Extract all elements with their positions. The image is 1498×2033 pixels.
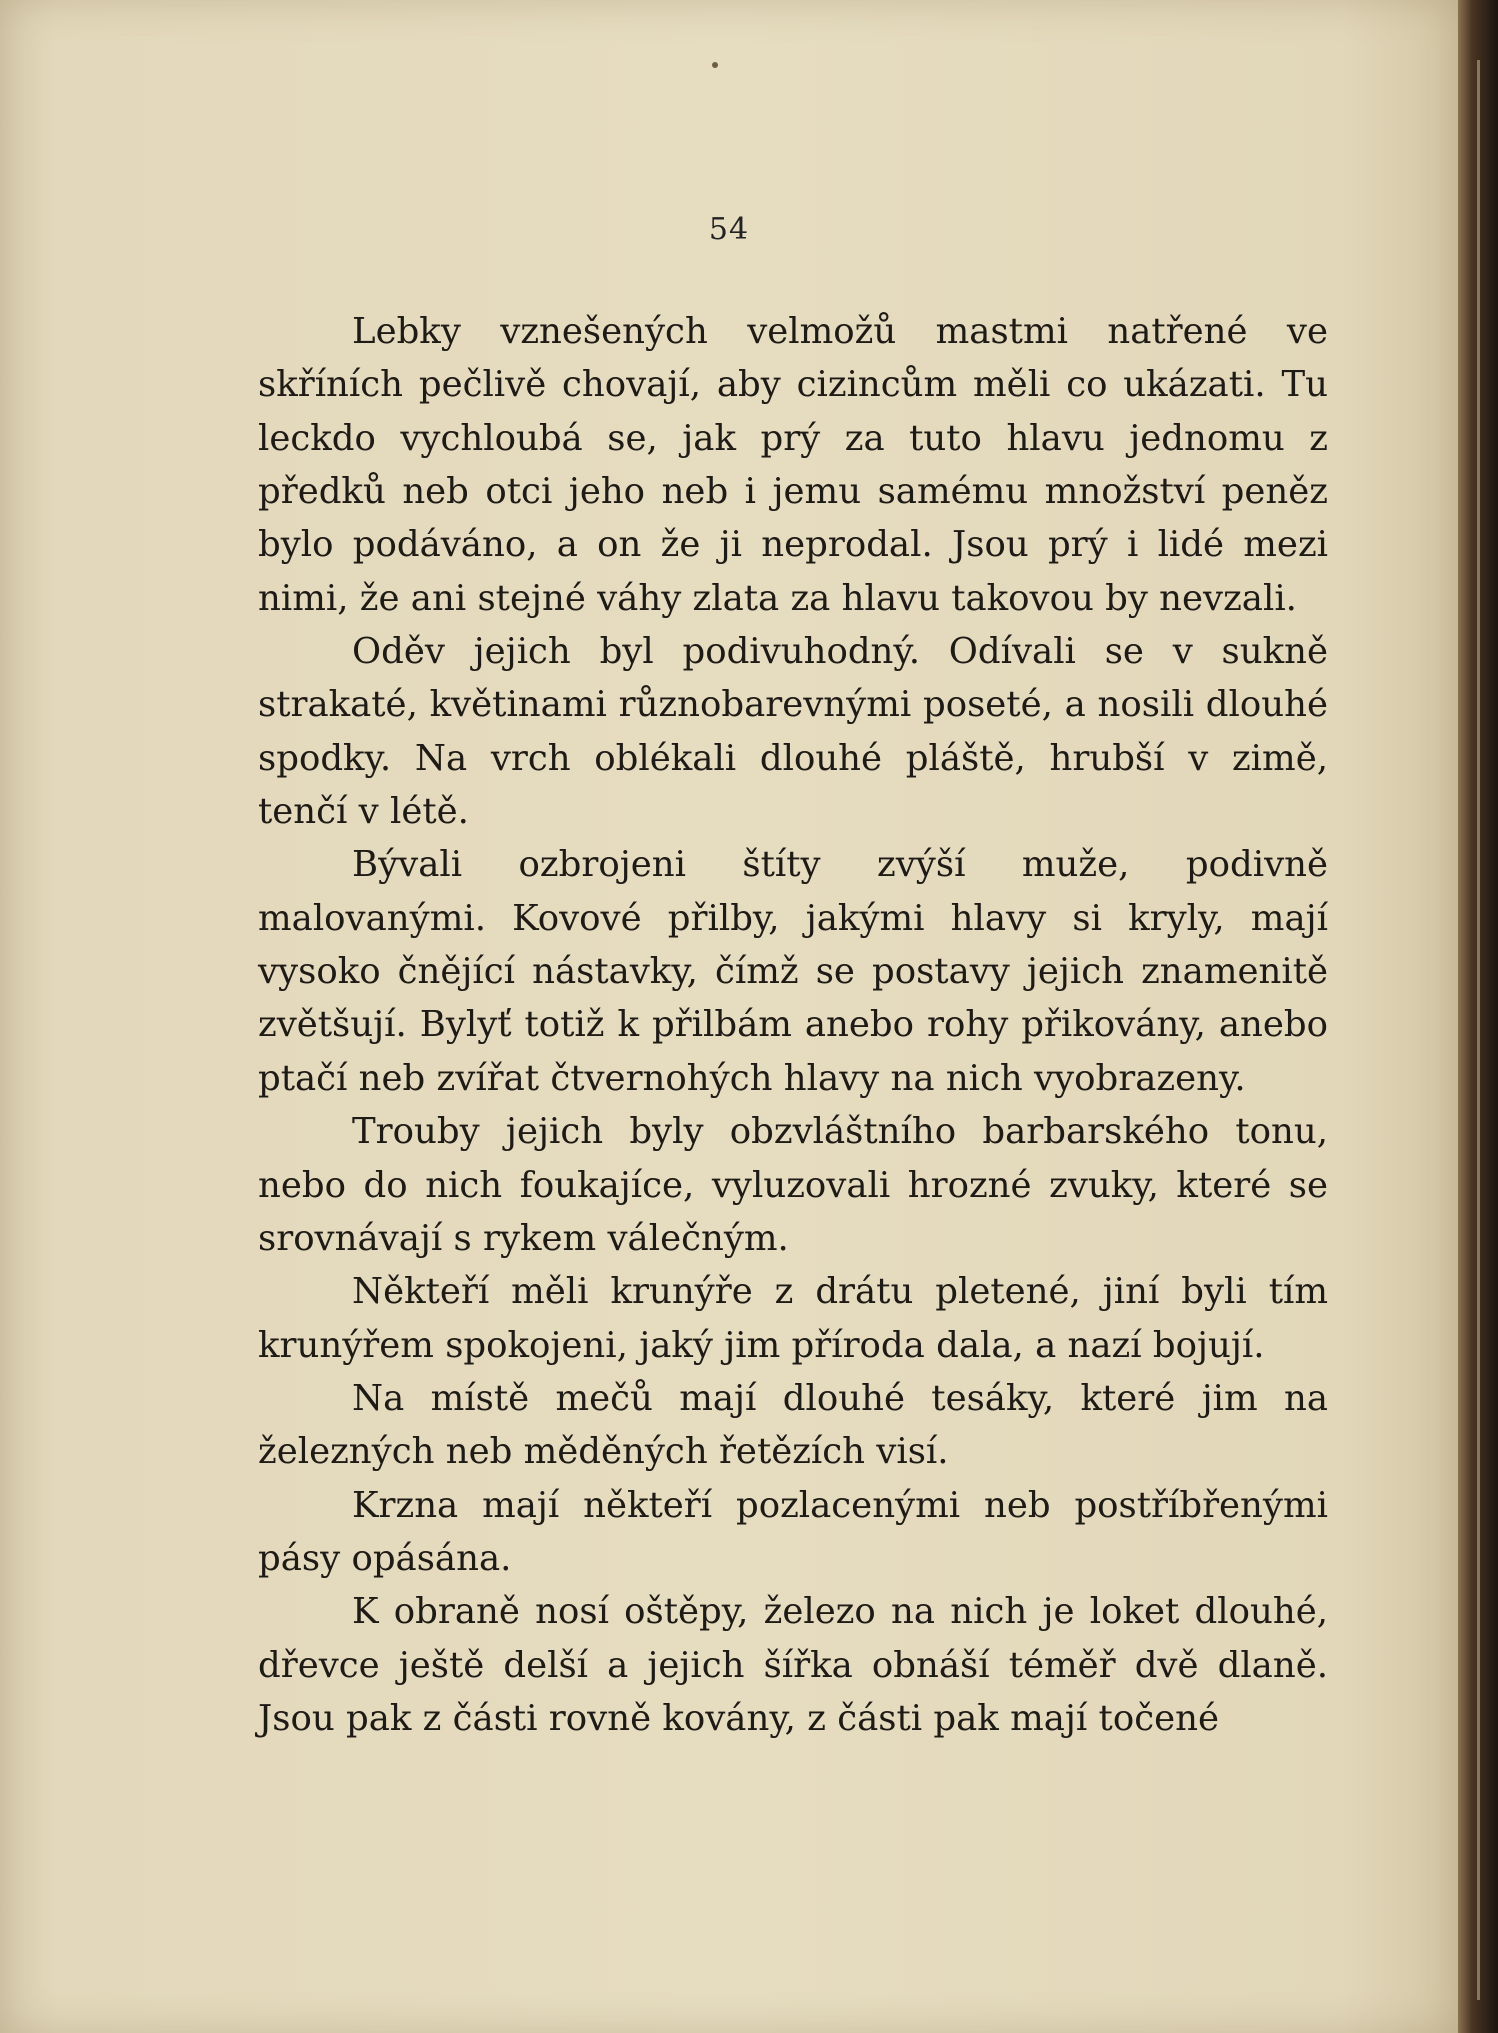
paragraph: Někteří měli krunýře z drátu pletené, jiní byli tím krunýřem spokojeni, jaký jim příroda dala, a nazí bojují. (258, 1271, 1328, 1366)
paragraph: Lebky vznešených velmožů mastmi natřené ve skříních pečlivě chovají, aby cizincům měli co ukázati. Tu leckdo vychloubá se, jak prý za tuto hlavu jednomu z předků neb otci jeho neb i jemu samému množství peněz bylo podáváno, a on že ji neprodal. Jsou prý i lidé mezi nimi, že ani stejné váhy zlata za hlavu takovou by nevzali. (258, 311, 1328, 619)
paragraph: Bývali ozbrojeni štíty zvýší muže, podivně malovanými. Kovové přilby, jakými hlavy si kryly, mají vysoko čnějící nástavky, čímž se postavy jejich znamenitě zvětšují. Bylyť totiž k přilbám anebo rohy přikovány, anebo ptačí neb zvířat čtvernohých hlavy na nich vyobrazeny. (258, 844, 1328, 1099)
paragraph: Oděv jejich byl podivuhodný. Odívali se v sukně strakaté, květinami různobarevnými poseté, a nosili dlouhé spodky. Na vrch oblékali dlouhé pláště, hrubší v zimě, tenčí v létě. (258, 631, 1328, 833)
page-stack-edge (1477, 60, 1480, 2000)
page-text (258, 305, 1328, 1745)
paragraph: Trouby jejich byly obzvláštního barbarského tonu, nebo do nich foukajíce, vyluzovali hrozné zvuky, které se srovnávají s rykem válečným. (258, 1111, 1328, 1259)
paragraph: K obraně nosí oštěpy, železo na nich je loket dlouhé, dřevce ještě delší a jejich šířka obnáší téměř dvě dlaně. Jsou pak z části rovně kovány, z části pak mají točené (258, 1591, 1328, 1739)
paragraph: Na místě mečů mají dlouhé tesáky, které jim na železných neb měděných řetězích visí. (258, 1377, 1328, 1473)
page-number: 54 (708, 212, 750, 247)
paragraph: Krzna mají někteří pozlacenými neb postříbřenými pásy opásána. (258, 1484, 1328, 1579)
paper-speck (712, 62, 718, 68)
